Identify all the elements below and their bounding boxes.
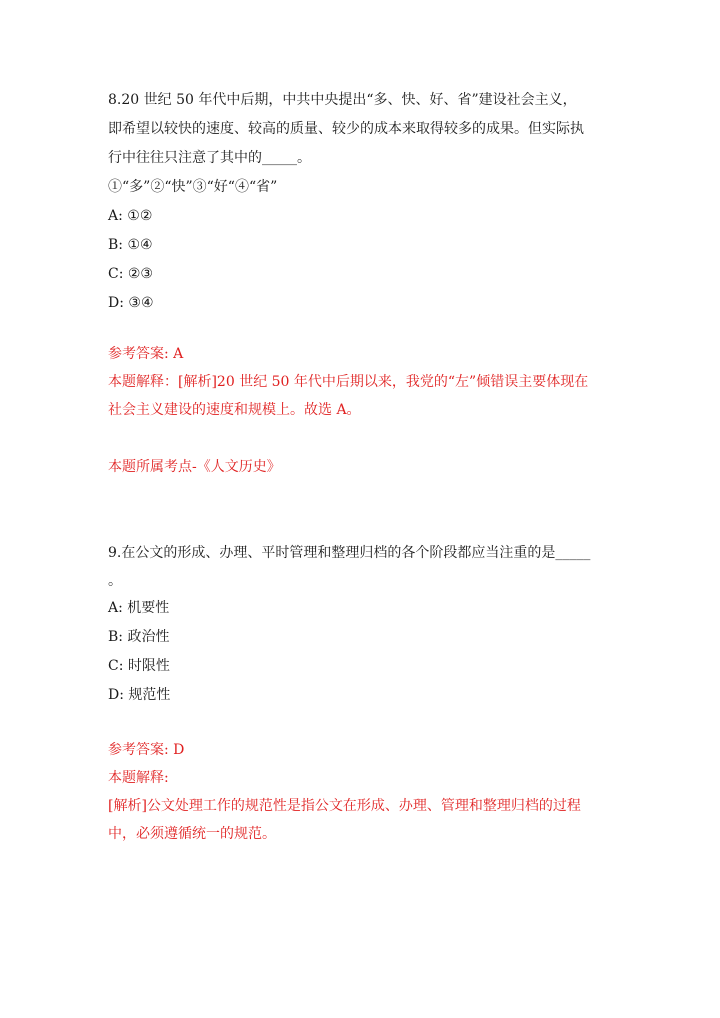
- question-8-explanation-line-2: 社会主义建设的速度和规模上。故选 A。: [108, 402, 361, 418]
- question-8-option-c: C: ②③: [108, 266, 153, 282]
- question-9-option-c: C: 时限性: [108, 658, 170, 674]
- question-9-option-d: D: 规范性: [108, 687, 171, 703]
- question-8: [108, 86, 613, 318]
- question-8-stem-line-3: 行中往往只注意了其中的_____。: [108, 150, 311, 166]
- question-8-explanation-line-1: 本题解释：[解析]20 世纪 50 年代中后期以来，我党的“左”倾错误主要体现在: [108, 374, 589, 390]
- question-8-topic-section: [108, 453, 613, 481]
- question-8-option-a: A: ①②: [108, 208, 153, 224]
- question-8-option-d: D: ③④: [108, 295, 154, 311]
- question-9: [108, 539, 613, 710]
- question-8-items: ①“多”②“快”③“好“④“省”: [108, 179, 278, 195]
- question-9-stem-line-1: 9.在公文的形成、办理、平时管理和整理归档的各个阶段都应当注重的是_____: [108, 545, 591, 561]
- question-8-option-b: B: ①④: [108, 237, 153, 253]
- question-9-answer-section: [108, 736, 613, 848]
- question-9-explanation-line-1: [解析]公文处理工作的规范性是指公文在形成、办理、管理和整理归档的过程: [108, 798, 581, 814]
- question-8-topic: 本题所属考点-《人文历史》: [108, 459, 281, 475]
- question-8-answer: 参考答案: A: [108, 346, 184, 362]
- question-9-option-b: B: 政治性: [108, 629, 170, 645]
- question-9-option-a: A: 机要性: [108, 600, 170, 616]
- question-9-answer: 参考答案: D: [108, 742, 185, 758]
- question-8-answer-section: [108, 340, 613, 424]
- question-9-explanation-label: 本题解释:: [108, 770, 169, 786]
- question-8-stem-line-1: 8.20 世纪 50 年代中后期，中共中央提出“多、快、好、省”建设社会主义，: [108, 92, 577, 108]
- question-8-stem-line-2: 即希望以较快的速度、较高的质量、较少的成本来取得较多的成果。但实际执: [108, 121, 584, 137]
- question-9-explanation-line-2: 中，必须遵循统一的规范。: [108, 826, 276, 842]
- question-9-stem-line-2: 。: [108, 573, 122, 589]
